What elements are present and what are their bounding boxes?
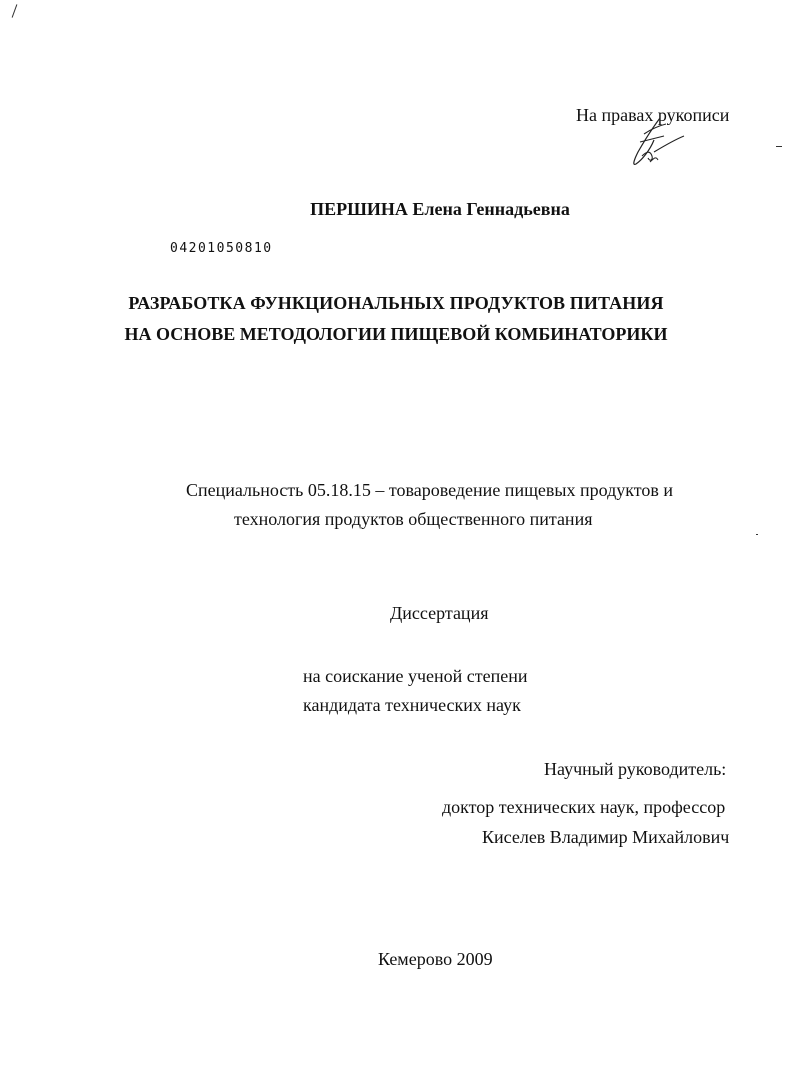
scan-mark-top-left	[12, 4, 18, 17]
supervisor-rank: доктор технических наук, профессор	[442, 797, 726, 817]
signature-icon	[620, 112, 690, 172]
specialty-line-2: технология продуктов общественного питания	[234, 509, 593, 529]
supervisor-name: Киселев Владимир Михайлович	[482, 827, 730, 847]
title-line-2: НА ОСНОВЕ МЕТОДОЛОГИИ ПИЩЕВОЙ КОМБИНАТОРИКИ	[124, 324, 668, 344]
city-year: Кемерово 2009	[378, 949, 493, 969]
specialty-line-1: Специальность 05.18.15 – товароведение пищевых продуктов и	[186, 480, 674, 500]
degree-line-2: кандидата технических наук	[303, 695, 521, 715]
author-name: ПЕРШИНА Елена Геннадьевна	[310, 199, 570, 219]
supervisor-heading: Научный руководитель:	[544, 759, 727, 779]
registration-number: 04201050810	[170, 241, 273, 256]
scan-mark-right-lower	[756, 534, 758, 535]
manuscript-note: На правах рукописи	[576, 105, 730, 125]
document-type: Диссертация	[390, 603, 489, 623]
scan-mark-right	[776, 146, 782, 147]
degree-line-1: на соискание ученой степени	[303, 666, 528, 686]
title-line-1: РАЗРАБОТКА ФУНКЦИОНАЛЬНЫХ ПРОДУКТОВ ПИТАНИЯ	[128, 293, 664, 313]
